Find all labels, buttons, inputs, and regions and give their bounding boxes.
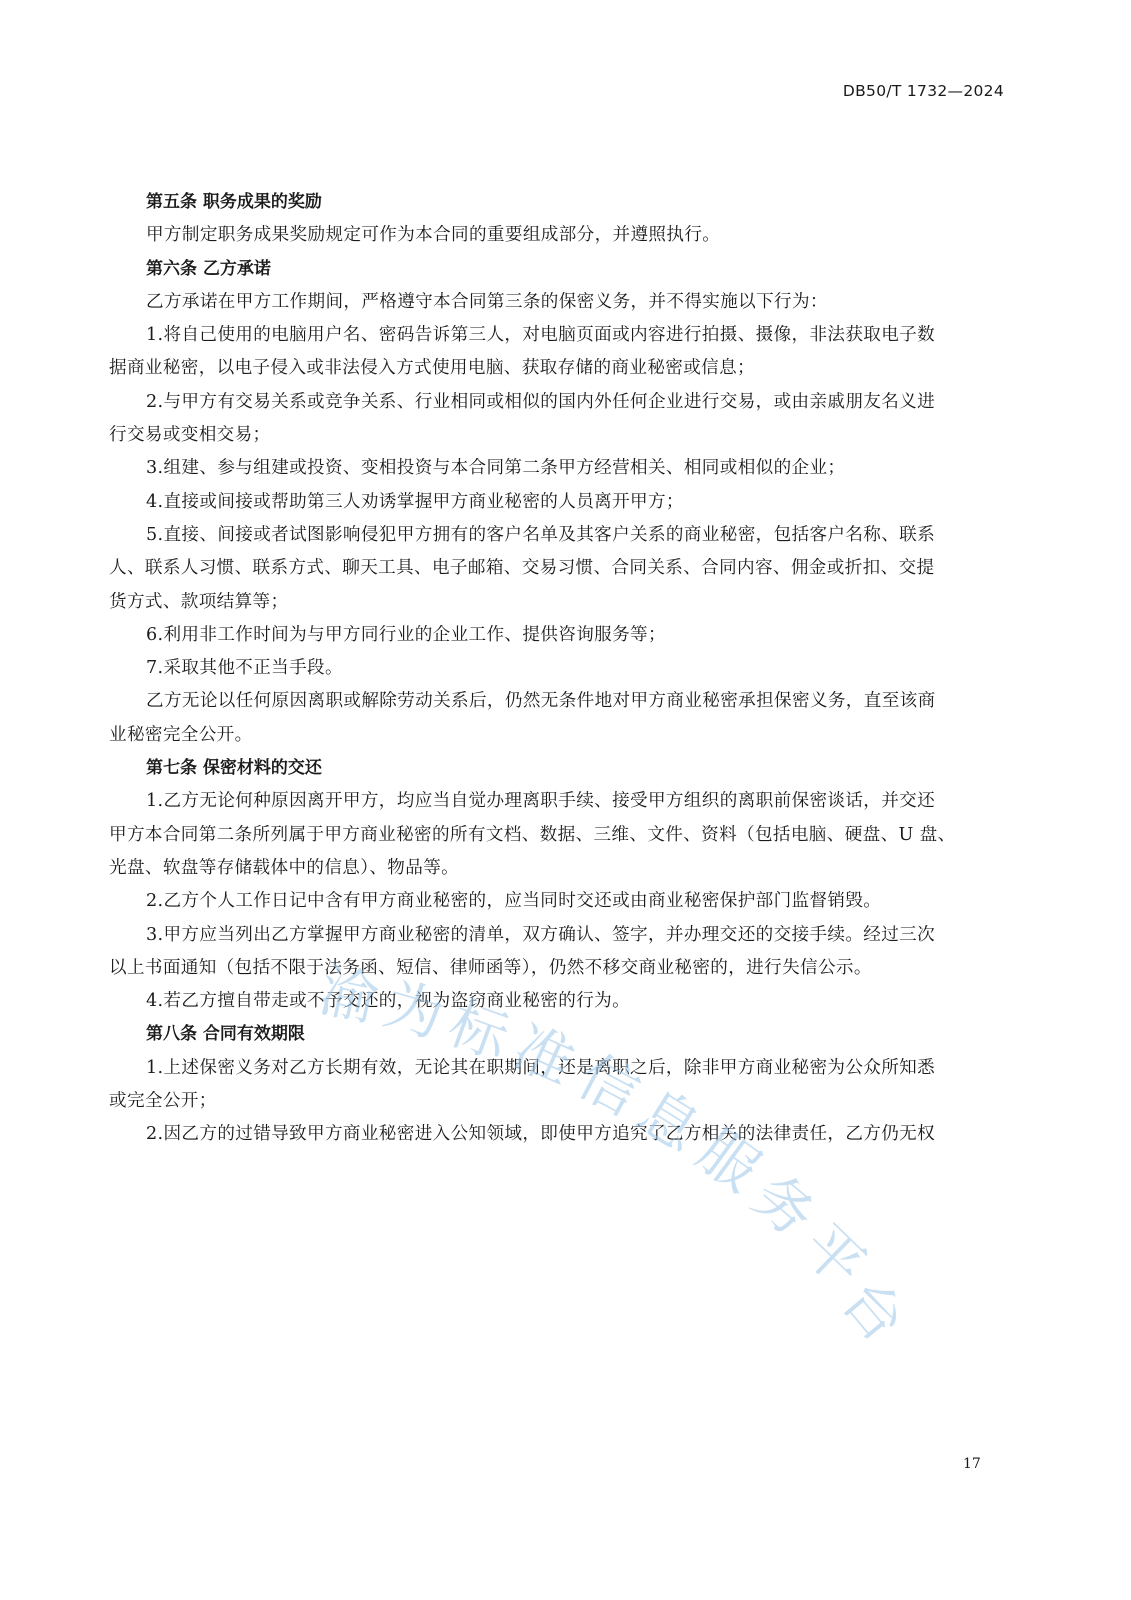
body-line: 3.组建、参与组建或投资、变相投资与本合同第二条甲方经营相关、相同或相似的企业； — [146, 458, 846, 479]
body-line: 4.若乙方擅自带走或不予交还的，视为盗窃商业秘密的行为。 — [146, 991, 631, 1012]
body-line: 5.直接、间接或者试图影响侵犯甲方拥有的客户名单及其客户关系的商业秘密，包括客户名称、联系 — [146, 524, 936, 545]
body-line: 业秘密完全公开。 — [109, 724, 253, 745]
body-line: 行交易或变相交易； — [109, 425, 271, 446]
body-line: 1.上述保密义务对乙方长期有效，无论其在职期间，还是离职之后，除非甲方商业秘密为公众所知悉 — [146, 1057, 936, 1078]
body-line: 或完全公开； — [109, 1091, 217, 1112]
body-line: 2.与甲方有交易关系或竞争关系、行业相同或相似的国内外任何企业进行交易，或由亲戚朋友名义进 — [146, 391, 936, 412]
body-line: 乙方无论以任何原因离职或解除劳动关系后，仍然无条件地对甲方商业秘密承担保密义务，直至该商 — [146, 691, 936, 712]
body-line: 人、联系人习惯、联系方式、聊天工具、电子邮箱、交易习惯、合同关系、合同内容、佣金或折扣、交提 — [109, 558, 935, 579]
section-heading: 第七条 保密材料的交还 — [146, 758, 322, 779]
document-code: DB50/T 1732—2024 — [842, 82, 1004, 100]
page-number: 17 — [963, 1456, 981, 1472]
document-body — [109, 186, 1009, 1152]
body-line: 货方式、款项结算等； — [109, 591, 289, 612]
watermark-char: 平 — [789, 1211, 879, 1301]
body-line: 3.甲方应当列出乙方掌握甲方商业秘密的清单，双方确认、签字，并办理交还的交接手续。经过三次 — [146, 924, 936, 945]
watermark-char: 台 — [828, 1266, 919, 1350]
body-line: 乙方承诺在甲方工作期间，严格遵守本合同第三条的保密义务，并不得实施以下行为： — [146, 291, 828, 312]
watermark-char: 渝 — [313, 955, 385, 1035]
watermark-char: 标 — [440, 988, 518, 1073]
body-line: 2.乙方个人工作日记中含有甲方商业秘密的，应当同时交还或由商业秘密保护部门监督销毁。 — [146, 891, 882, 912]
body-line: 甲方制定职务成果奖励规定可作为本合同的重要组成部分，并遵照执行。 — [146, 225, 721, 246]
body-line: 1.乙方无论何种原因离开甲方，均应当自觉办理离职手续、接受甲方组织的离职前保密谈话，并交还 — [146, 791, 936, 812]
section-heading: 第六条 乙方承诺 — [146, 258, 271, 279]
body-line: 光盘、软盘等存储载体中的信息）、物品等。 — [109, 857, 460, 878]
watermark-char: 信 — [567, 1041, 651, 1130]
body-line: 甲方本合同第二条所列属于甲方商业秘密的所有文档、数据、三维、文件、资料（包括电脑、硬盘、U 盘、 — [109, 824, 956, 845]
watermark-char: 服 — [685, 1116, 773, 1206]
body-line: 4.直接或间接或帮助第三人劝诱掌握甲方商业秘密的人员离开甲方； — [146, 491, 684, 512]
body-line: 6.利用非工作时间为与甲方同行业的企业工作、提供咨询服务等； — [146, 624, 666, 645]
watermark-char: 为 — [376, 969, 452, 1051]
section-heading: 第八条 合同有效期限 — [146, 1024, 305, 1045]
watermark-char: 务 — [739, 1160, 828, 1251]
body-line: 据商业秘密，以电子侵入或非法侵入方式使用电脑、获取存储的商业秘密或信息； — [109, 358, 755, 379]
body-line: 2.因乙方的过错导致甲方商业秘密进入公知领域，即使甲方追究了乙方相关的法律责任，乙方仍无权 — [146, 1124, 936, 1145]
watermark-char: 准 — [503, 1012, 585, 1099]
body-line: 以上书面通知（包括不限于法务函、短信、律师函等），仍然不移交商业秘密的，进行失信公示。 — [109, 957, 872, 978]
body-line: 7.采取其他不正当手段。 — [146, 658, 343, 679]
watermark-char: 息 — [626, 1076, 712, 1165]
body-line: 1.将自己使用的电脑用户名、密码告诉第三人，对电脑页面或内容进行拍摄、摄像，非法获取电子数 — [146, 325, 936, 346]
section-heading: 第五条 职务成果的奖励 — [146, 192, 322, 212]
